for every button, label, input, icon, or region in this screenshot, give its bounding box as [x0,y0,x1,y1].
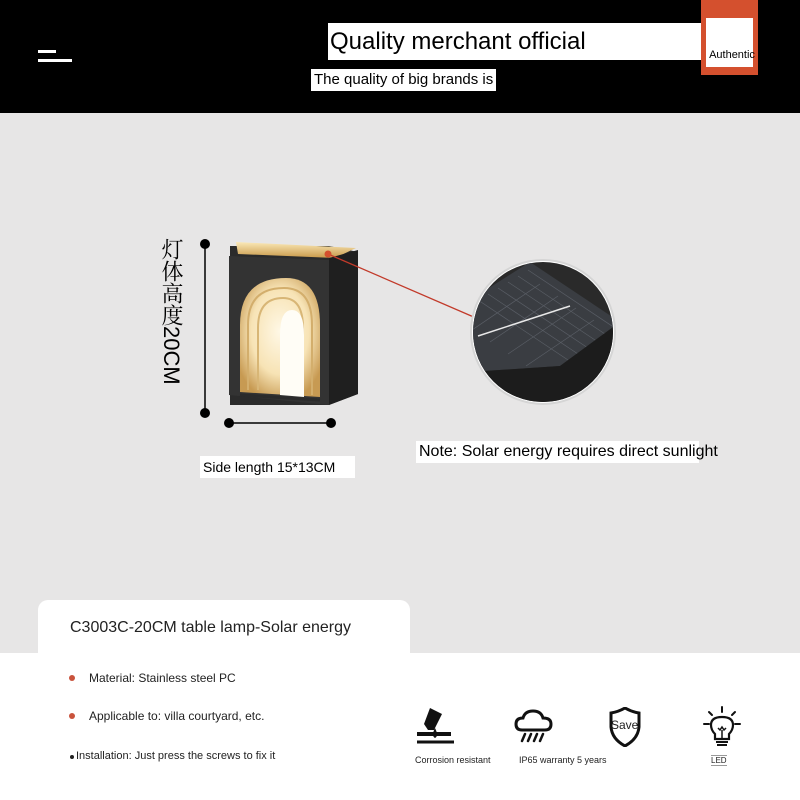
page-title: Quality merchant official [330,28,586,55]
sunlight-note: Note: Solar energy requires direct sunlight [416,441,699,463]
bullet-dot [69,675,75,681]
feature-installation: Installation: Just press the screws to fix it [76,750,276,762]
bullet-dot [70,755,74,759]
rain-icon [514,708,554,749]
width-dimension [224,418,336,428]
solar-panel-zoom [470,260,620,410]
height-label: 灯体高度20CM [159,238,184,385]
shield-label: Save [611,718,639,732]
bullet-dot [69,713,75,719]
corrosion-icon [414,706,456,753]
corrosion-label: Corrosion resistant [415,755,491,765]
side-length-label: Side length 15*13CM [200,456,355,478]
bulb-icon [703,706,741,755]
height-dimension [200,239,210,418]
callout-dot [325,251,332,258]
product-title: C3003C-20CM table lamp-Solar energy [70,619,352,636]
lamp-image [229,242,358,405]
badge-label: Authentic [709,49,755,61]
bulb-label: LED [711,756,727,765]
rain-label: IP65 warranty 5 years [519,755,607,765]
feature-material: Material: Stainless steel PC [89,671,236,685]
subtitle: The quality of big brands is [311,69,496,91]
feature-application: Applicable to: villa courtyard, etc. [89,709,265,723]
